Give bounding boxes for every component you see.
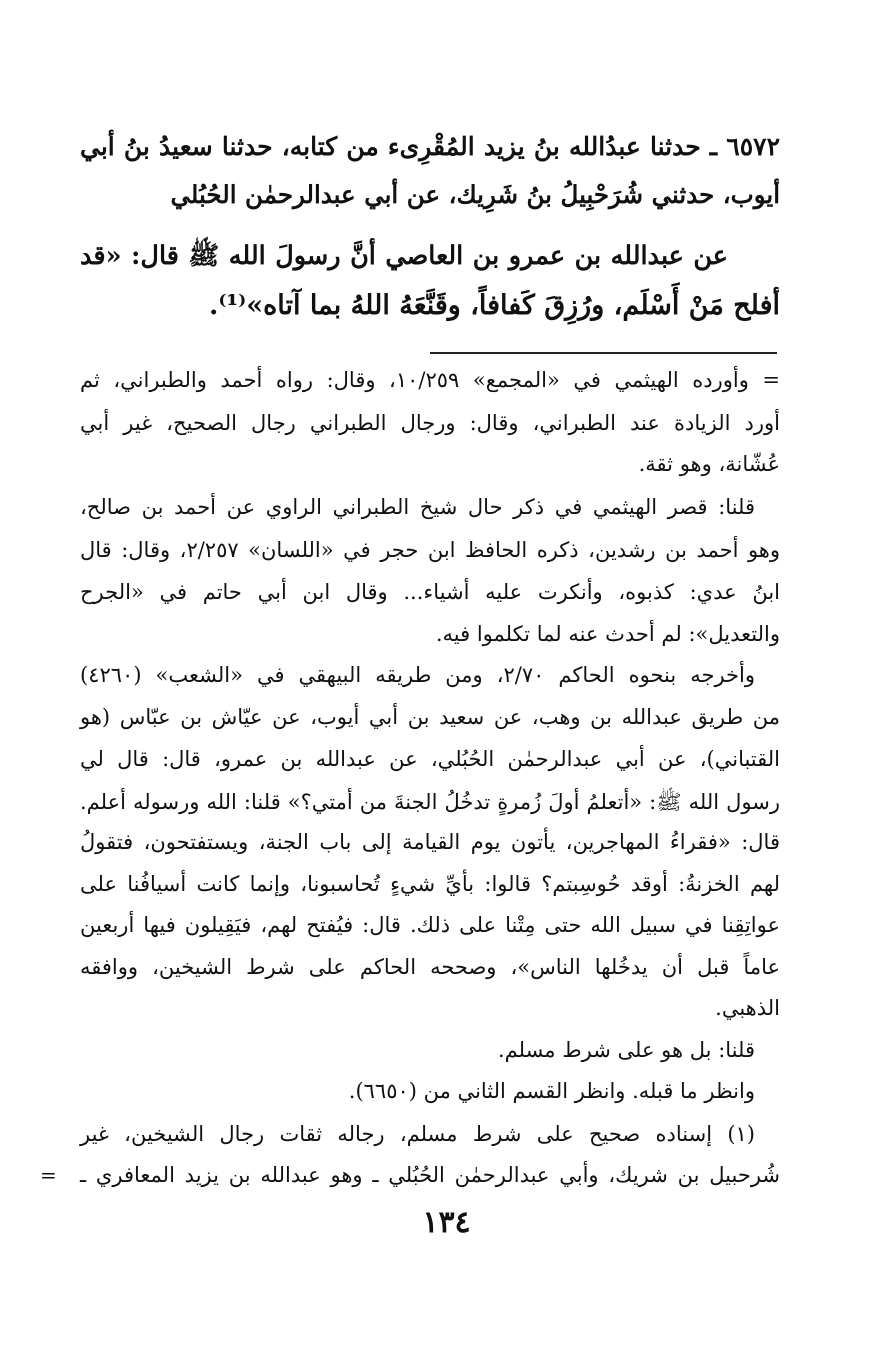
commentary-line: قال: «فقراءُ المهاجرين، يأتون يوم القيامة إلى باب الجنة، ويستفتحون، فتقولُ bbox=[80, 830, 780, 854]
hadith-line: عن عبدالله بن عمرو بن العاصي أنَّ رسولَ الله ﷺ قال: «قد bbox=[80, 241, 728, 271]
commentary-line: وأخرجه بنحوه الحاكم ٢/٧٠، ومن طريقه البيهقي في «الشعب» (٤٢٦٠) bbox=[80, 663, 755, 687]
commentary-line: وهو أحمد بن رشدين، ذكره الحافظ ابن حجر في «اللسان» ٢/٢٥٧، وقال: قال bbox=[80, 538, 781, 562]
commentary-line: عواتِقِنا في سبيل الله حتى مِتْنا على ذلك. قال: فيُفتح لهم، فيَقِيلون فيها أربعين bbox=[80, 913, 780, 937]
commentary-line: = وأورده الهيثمي في «المجمع» ١٠/٢٥٩، وقال: رواه أحمد والطبراني، ثم bbox=[80, 368, 780, 392]
footnote-line: (١) إسناده صحيح على شرط مسلم، رجاله ثقات رجال الشيخين، غير bbox=[80, 1122, 755, 1146]
commentary-line: عُشّانة، وهو ثقة. bbox=[638, 452, 780, 476]
commentary-line: قلنا: قصر الهيثمي في ذكر حال شيخ الطبراني الراوي عن أحمد بن صالح، bbox=[80, 495, 755, 519]
hadith-line: أفلح مَنْ أَسْلَم، ورُزِقَ كَفافاً، وقَنَّعَهُ اللهُ بما آتاه»⁽¹⁾. bbox=[208, 290, 780, 321]
commentary-line: أورد الزيادة عند الطبراني، وقال: ورجال الطبراني رجال الصحيح، غير أبي bbox=[80, 411, 780, 435]
commentary-line: قلنا: بل هو على شرط مسلم. bbox=[497, 1038, 755, 1062]
hadith-line: ٦٥٧٢ ـ حدثنا عبدُالله بنُ يزيد المُقْرِىء من كتابه، حدثنا سعيدُ بنُ أبي bbox=[80, 132, 780, 161]
commentary-line: من طريق عبدالله بن وهب، عن سعيد بن أبي أيوب، عن عيّاش بن عبّاس (هو bbox=[80, 705, 780, 729]
footnote-line: شُرحبيل بن شريك، وأبي عبدالرحمٰن الحُبُلي ـ وهو عبدالله بن يزيد المعافري ـ bbox=[80, 1163, 780, 1187]
commentary-line: وانظر ما قبله. وانظر القسم الثاني من (٦٦٥٠). bbox=[348, 1079, 755, 1103]
footnote-separator bbox=[430, 352, 777, 354]
commentary-line: لهم الخزنةُ: أوقد حُوسِبتم؟ قالوا: بأيِّ شيءٍ تُحاسبونا، وإنما كانت أسيافُنا على bbox=[80, 872, 780, 896]
commentary-line: عاماً قبل أن يدخُلها الناس»، وصححه الحاكم على شرط الشيخين، ووافقه bbox=[80, 955, 780, 979]
commentary-line: والتعديل»: لم أحدث عنه لما تكلموا فيه. bbox=[435, 622, 780, 646]
commentary-line: الذهبي. bbox=[715, 996, 780, 1020]
page-number: ١٣٤ bbox=[422, 1205, 471, 1240]
commentary-line: رسول الله ﷺ: «أتعلمُ أولَ زُمرةٍ تدخُلُ الجنةَ من أمتي؟» قلنا: الله ورسوله أعلم. bbox=[80, 790, 780, 814]
commentary-line: ابنُ عدي: كذبوه، وأنكرت عليه أشياء... وقال ابن أبي حاتم في «الجرح bbox=[80, 580, 780, 604]
commentary-line: القتباني)، عن أبي عبدالرحمٰن الحُبُلي، عن عبدالله بن عمرو، قال: قال لي bbox=[80, 747, 780, 771]
continuation-marker: = bbox=[40, 1163, 57, 1187]
hadith-line: أيوب، حدثني شُرَحْبِيلُ بنُ شَرِيك، عن أبي عبدالرحمٰن الحُبُلي bbox=[170, 180, 780, 209]
